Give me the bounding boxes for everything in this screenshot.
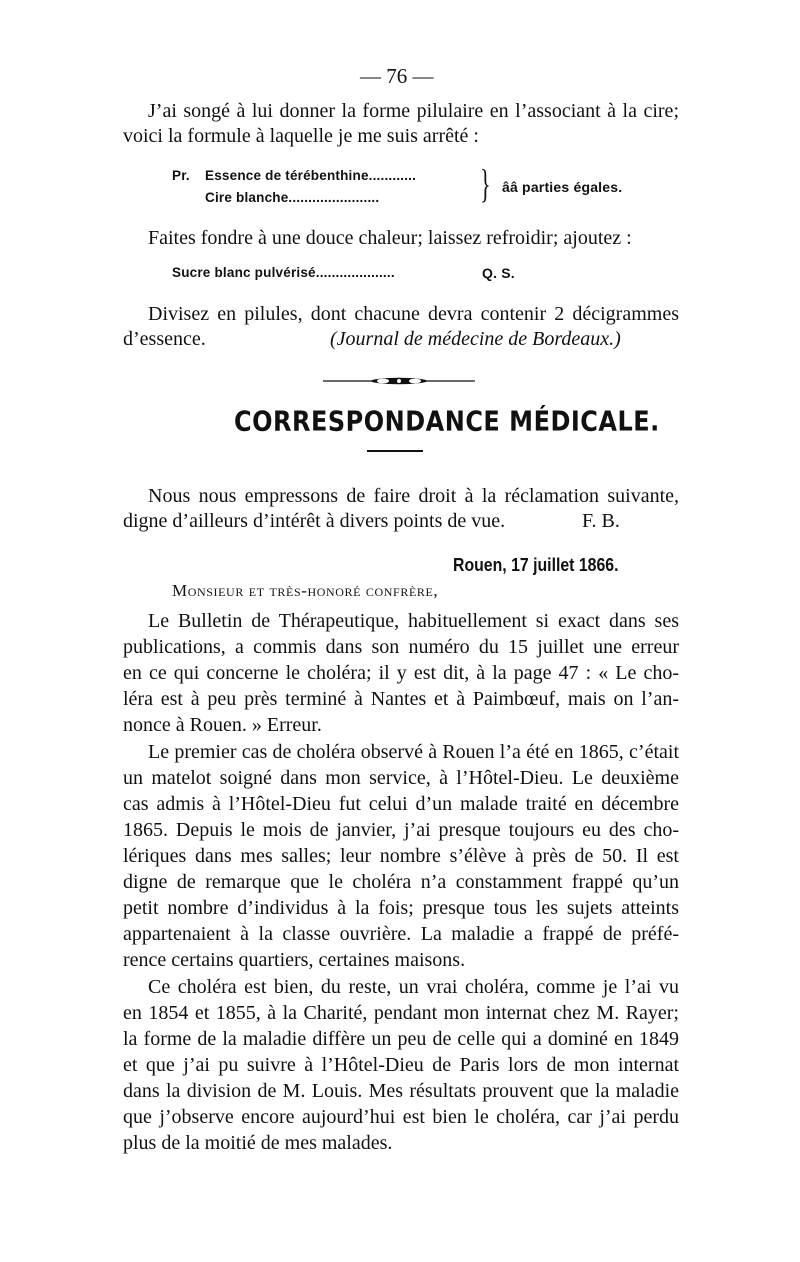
divide-line-1: Divisez en pilules, dont chacune devra contenir 2 décigrammes [148, 303, 679, 325]
p1-line-4: léra est à peu près terminé à Nantes et à Paimbœuf, mais on l’an- [123, 688, 679, 710]
p2-line-1: Le premier cas de choléra observé à Rouen l’a été en 1865, c’était [148, 741, 679, 763]
formula-note: ââ parties égales. [502, 179, 623, 195]
p3-line-2: en 1854 et 1855, à la Charité, pendant mon internat chez M. Rayer; [123, 1002, 679, 1024]
p3-line-7: plus de la moitié de mes malades. [123, 1132, 393, 1154]
p2-line-4: 1865. Depuis le mois de janvier, j’ai presque toujours eu des cho- [123, 819, 679, 841]
letter-salutation: Monsieur et très-honoré confrère, [172, 581, 439, 600]
p2-line-8: appartenaient à la classe ouvrière. La maladie a frappé de préfé- [123, 923, 679, 945]
p1-line-1: Le Bulletin de Thérapeutique, habituellement si exact dans ses [148, 610, 679, 632]
source-citation: (Journal de médecine de Bordeaux.) [330, 328, 621, 350]
divide-line-2: d’essence. [123, 328, 206, 350]
p1-line-3: en ce qui concerne le choléra; il y est dit, à la page 47 : « Le cho- [123, 662, 679, 684]
letter-dateline: Rouen, 17 juillet 1866. [453, 555, 619, 575]
p3-line-5: dans la division de M. Louis. Mes résultats prouvent que la maladie [123, 1080, 679, 1102]
p1-line-2: publications, a commis dans son numéro du 15 juillet une erreur [123, 636, 679, 658]
p2-line-6: digne de remarque que le choléra n’a constamment frappé qu’un [123, 871, 679, 893]
sugar-quantity: Q. S. [482, 265, 515, 281]
title-underline [367, 450, 423, 452]
sugar-label: Sucre blanc pulvérisé.................... [172, 265, 395, 280]
intro-line-1: J’ai songé à lui donner la forme pilulaire en l’associant à la cire; [148, 100, 679, 122]
notice-line-2: digne d’ailleurs d’intérêt à divers points de vue. [123, 510, 506, 532]
notice-signature: F. B. [582, 510, 620, 532]
p3-line-1: Ce choléra est bien, du reste, un vrai choléra, comme je l’ai vu [148, 976, 679, 998]
p2-line-9: rence certains quartiers, certaines maisons. [123, 949, 466, 971]
p3-line-3: la forme de la maladie diffère un peu de celle qui a dominé en 1849 [123, 1028, 679, 1050]
p3-line-6: que j’observe encore aujourd’hui est bien le choléra, car j’ai perdu [123, 1106, 679, 1128]
formula-item-2: Cire blanche....................... [205, 190, 380, 205]
p2-line-2: un matelot soigné dans mon service, à l’Hôtel-Dieu. Le deuxième [123, 767, 679, 789]
notice-line-1: Nous nous empressons de faire droit à la réclamation suivante, [148, 485, 679, 507]
page-number: — 76 — [360, 64, 434, 88]
formula-brace: } [480, 161, 491, 206]
p2-line-7: petit nombre d’individus à la fois; presque tous les sujets atteints [123, 897, 679, 919]
p2-line-5: lériques dans mes salles; leur nombre s’élève à près de 50. Il est [123, 845, 679, 867]
intro-line-2: voici la formule à laquelle je me suis arrêté : [123, 125, 479, 147]
p3-line-4: et que j’ai pu suivre à l’Hôtel-Dieu de Paris lors de mon internat [123, 1054, 679, 1076]
ornament-divider [323, 372, 475, 380]
p1-line-5: nonce à Rouen. » Erreur. [123, 714, 322, 736]
formula-prefix: Pr. [172, 168, 190, 183]
formula-item-1: Essence de térébenthine............ [205, 168, 417, 183]
p2-line-3: cas admis à l’Hôtel-Dieu fut celui d’un malade traité en décembre [123, 793, 679, 815]
instruction-line: Faites fondre à une douce chaleur; laissez refroidir; ajoutez : [148, 227, 632, 249]
section-title: CORRESPONDANCE MÉDICALE. [234, 405, 660, 438]
ornament-icon [323, 377, 475, 385]
